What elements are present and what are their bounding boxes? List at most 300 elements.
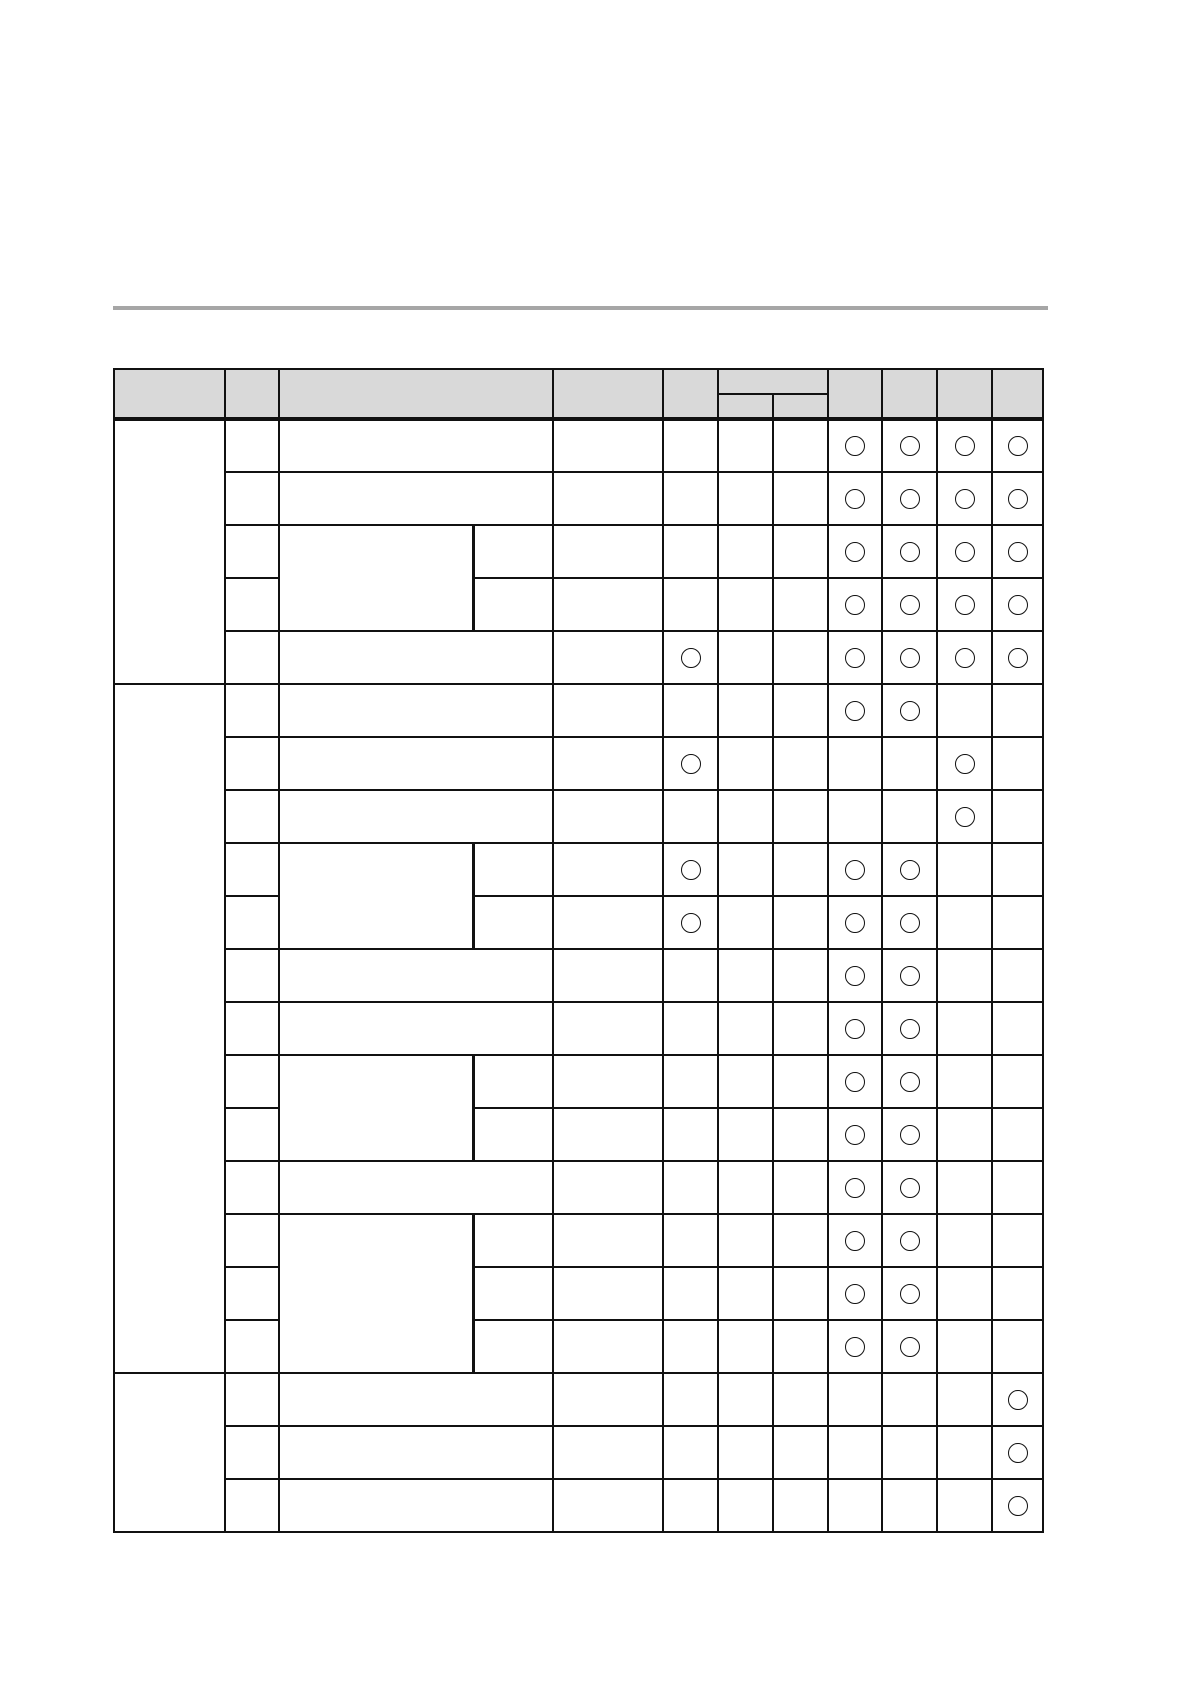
spec-cell	[553, 1055, 663, 1108]
col2b-cell	[773, 472, 828, 525]
circle-mark-icon	[1008, 489, 1028, 509]
col1-cell	[663, 1267, 718, 1320]
circle-mark-icon	[1008, 595, 1028, 615]
spec-cell	[553, 1002, 663, 1055]
sub-item-cell	[473, 578, 553, 631]
col6-cell	[992, 1108, 1043, 1161]
table-row	[114, 1320, 1043, 1373]
item-cell	[279, 1426, 553, 1479]
col2b-cell	[773, 949, 828, 1002]
col1-cell	[663, 525, 718, 578]
col3-cell	[828, 1108, 882, 1161]
col5-cell	[937, 684, 992, 737]
no-cell	[225, 1373, 279, 1426]
col2b-cell	[773, 525, 828, 578]
sub-item-cell	[473, 1108, 553, 1161]
circle-mark-icon	[900, 648, 920, 668]
circle-mark-icon	[900, 860, 920, 880]
col4-cell	[882, 631, 937, 684]
no-cell	[225, 631, 279, 684]
circle-mark-icon	[845, 1231, 865, 1251]
col4-cell	[882, 1320, 937, 1373]
item-cell	[279, 790, 553, 843]
item-cell	[279, 631, 553, 684]
table-row	[114, 1479, 1043, 1532]
circle-mark-icon	[1008, 1496, 1028, 1516]
col2b-cell	[773, 790, 828, 843]
col2a-cell	[718, 631, 773, 684]
col4-cell	[882, 472, 937, 525]
col1-cell	[663, 1002, 718, 1055]
spec-cell	[553, 949, 663, 1002]
header-col4	[882, 369, 937, 419]
col2a-cell	[718, 737, 773, 790]
header-col5	[937, 369, 992, 419]
table-row	[114, 1108, 1043, 1161]
header-col1	[663, 369, 718, 419]
col1-cell	[663, 1214, 718, 1267]
col4-cell	[882, 1161, 937, 1214]
col1-cell	[663, 684, 718, 737]
item-cell	[279, 1479, 553, 1532]
col2b-cell	[773, 1267, 828, 1320]
spec-cell	[553, 1479, 663, 1532]
table-row	[114, 1002, 1043, 1055]
circle-mark-icon	[955, 754, 975, 774]
col3-cell	[828, 737, 882, 790]
item-cell	[279, 1373, 553, 1426]
col2b-cell	[773, 631, 828, 684]
item-cell	[279, 843, 473, 949]
col3-cell	[828, 1426, 882, 1479]
col3-cell	[828, 684, 882, 737]
col3-cell	[828, 525, 882, 578]
col5-cell	[937, 1002, 992, 1055]
table-wrapper	[113, 368, 1044, 1533]
circle-mark-icon	[955, 648, 975, 668]
col5-cell	[937, 578, 992, 631]
spec-cell	[553, 1373, 663, 1426]
circle-mark-icon	[900, 1178, 920, 1198]
col2a-cell	[718, 578, 773, 631]
col4-cell	[882, 949, 937, 1002]
no-cell	[225, 1426, 279, 1479]
col1-cell	[663, 896, 718, 949]
col6-cell	[992, 1267, 1043, 1320]
item-cell	[279, 949, 553, 1002]
item-cell	[279, 419, 553, 472]
circle-mark-icon	[845, 1337, 865, 1357]
col6-cell	[992, 1320, 1043, 1373]
col3-cell	[828, 790, 882, 843]
col5-cell	[937, 1373, 992, 1426]
table-row	[114, 1161, 1043, 1214]
col4-cell	[882, 843, 937, 896]
col2b-cell	[773, 1426, 828, 1479]
col2a-cell	[718, 1426, 773, 1479]
circle-mark-icon	[900, 542, 920, 562]
col6-cell	[992, 1426, 1043, 1479]
circle-mark-icon	[900, 1019, 920, 1039]
circle-mark-icon	[900, 1231, 920, 1251]
circle-mark-icon	[1008, 436, 1028, 456]
col3-cell	[828, 1002, 882, 1055]
col2a-cell	[718, 1002, 773, 1055]
item-cell	[279, 472, 553, 525]
table-row	[114, 949, 1043, 1002]
circle-mark-icon	[900, 595, 920, 615]
col5-cell	[937, 525, 992, 578]
col6-cell	[992, 1055, 1043, 1108]
col2a-cell	[718, 896, 773, 949]
col1-cell	[663, 1161, 718, 1214]
col2b-cell	[773, 1055, 828, 1108]
circle-mark-icon	[900, 701, 920, 721]
col4-cell	[882, 790, 937, 843]
col1-cell	[663, 737, 718, 790]
col5-cell	[937, 843, 992, 896]
col2a-cell	[718, 1161, 773, 1214]
table-row	[114, 419, 1043, 472]
col4-cell	[882, 896, 937, 949]
table-row	[114, 1267, 1043, 1320]
col2a-cell	[718, 472, 773, 525]
col2a-cell	[718, 1373, 773, 1426]
col2b-cell	[773, 1320, 828, 1373]
circle-mark-icon	[900, 436, 920, 456]
circle-mark-icon	[845, 966, 865, 986]
col1-cell	[663, 1479, 718, 1532]
circle-mark-icon	[845, 542, 865, 562]
col3-cell	[828, 1373, 882, 1426]
no-cell	[225, 1267, 279, 1320]
header-col3	[828, 369, 882, 419]
col4-cell	[882, 1479, 937, 1532]
spec-cell	[553, 737, 663, 790]
col6-cell	[992, 949, 1043, 1002]
col4-cell	[882, 578, 937, 631]
col4-cell	[882, 1373, 937, 1426]
header-item	[279, 369, 553, 419]
circle-mark-icon	[845, 860, 865, 880]
col4-cell	[882, 1108, 937, 1161]
table-row	[114, 1214, 1043, 1267]
circle-mark-icon	[1008, 1390, 1028, 1410]
col5-cell	[937, 790, 992, 843]
header-col2b	[773, 394, 828, 419]
col6-cell	[992, 896, 1043, 949]
circle-mark-icon	[955, 542, 975, 562]
no-cell	[225, 419, 279, 472]
item-cell	[279, 1214, 473, 1373]
no-cell	[225, 1108, 279, 1161]
col2a-cell	[718, 419, 773, 472]
circle-mark-icon	[955, 436, 975, 456]
header-col2a	[718, 394, 773, 419]
col2a-cell	[718, 1214, 773, 1267]
col5-cell	[937, 472, 992, 525]
table-row	[114, 790, 1043, 843]
spec-cell	[553, 1161, 663, 1214]
col2b-cell	[773, 1373, 828, 1426]
table-row	[114, 843, 1043, 896]
col2b-cell	[773, 1479, 828, 1532]
col1-cell	[663, 1320, 718, 1373]
col6-cell	[992, 578, 1043, 631]
col2a-cell	[718, 790, 773, 843]
col2b-cell	[773, 578, 828, 631]
sub-item-cell	[473, 896, 553, 949]
sub-item-cell	[473, 1214, 553, 1267]
col3-cell	[828, 1055, 882, 1108]
col2b-cell	[773, 419, 828, 472]
table-row	[114, 896, 1043, 949]
no-cell	[225, 1320, 279, 1373]
header-col2-group	[718, 369, 828, 394]
col1-cell	[663, 1055, 718, 1108]
circle-mark-icon	[900, 1072, 920, 1092]
circle-mark-icon	[1008, 1443, 1028, 1463]
col1-cell	[663, 1426, 718, 1479]
col2b-cell	[773, 1214, 828, 1267]
no-cell	[225, 1055, 279, 1108]
col3-cell	[828, 1320, 882, 1373]
col2a-cell	[718, 949, 773, 1002]
circle-mark-icon	[845, 489, 865, 509]
circle-mark-icon	[845, 701, 865, 721]
no-cell	[225, 896, 279, 949]
col6-cell	[992, 1161, 1043, 1214]
col2b-cell	[773, 843, 828, 896]
no-cell	[225, 684, 279, 737]
col3-cell	[828, 1214, 882, 1267]
spec-cell	[553, 1214, 663, 1267]
col1-cell	[663, 1373, 718, 1426]
circle-mark-icon	[955, 489, 975, 509]
col4-cell	[882, 419, 937, 472]
col6-cell	[992, 737, 1043, 790]
col6-cell	[992, 631, 1043, 684]
col6-cell	[992, 419, 1043, 472]
col6-cell	[992, 843, 1043, 896]
table-row	[114, 525, 1043, 578]
no-cell	[225, 1214, 279, 1267]
col4-cell	[882, 1426, 937, 1479]
circle-mark-icon	[1008, 542, 1028, 562]
circle-mark-icon	[845, 1019, 865, 1039]
top-rule	[113, 306, 1048, 310]
col1-cell	[663, 578, 718, 631]
table-row	[114, 631, 1043, 684]
table-row	[114, 1373, 1043, 1426]
col2b-cell	[773, 1108, 828, 1161]
col2b-cell	[773, 737, 828, 790]
spec-cell	[553, 684, 663, 737]
group-cell	[114, 419, 225, 684]
sub-item-cell	[473, 1267, 553, 1320]
table-body	[114, 419, 1043, 1532]
item-cell	[279, 684, 553, 737]
col3-cell	[828, 1161, 882, 1214]
col3-cell	[828, 578, 882, 631]
header-col6	[992, 369, 1043, 419]
circle-mark-icon	[845, 1178, 865, 1198]
col4-cell	[882, 1055, 937, 1108]
col2a-cell	[718, 1320, 773, 1373]
group-cell	[114, 1373, 225, 1532]
circle-mark-icon	[681, 648, 701, 668]
no-cell	[225, 737, 279, 790]
table-row	[114, 737, 1043, 790]
table-row	[114, 578, 1043, 631]
col3-cell	[828, 843, 882, 896]
table-row	[114, 1055, 1043, 1108]
col3-cell	[828, 1479, 882, 1532]
sub-item-cell	[473, 1055, 553, 1108]
col2b-cell	[773, 1002, 828, 1055]
circle-mark-icon	[900, 1284, 920, 1304]
col6-cell	[992, 1002, 1043, 1055]
header-group	[114, 369, 225, 419]
col3-cell	[828, 896, 882, 949]
col2b-cell	[773, 684, 828, 737]
table-row	[114, 684, 1043, 737]
circle-mark-icon	[900, 1125, 920, 1145]
col6-cell	[992, 684, 1043, 737]
no-cell	[225, 790, 279, 843]
col6-cell	[992, 1373, 1043, 1426]
col4-cell	[882, 1002, 937, 1055]
col6-cell	[992, 525, 1043, 578]
no-cell	[225, 843, 279, 896]
circle-mark-icon	[845, 648, 865, 668]
col1-cell	[663, 843, 718, 896]
item-cell	[279, 1002, 553, 1055]
table-row	[114, 472, 1043, 525]
col3-cell	[828, 1267, 882, 1320]
col2a-cell	[718, 1267, 773, 1320]
col4-cell	[882, 1267, 937, 1320]
no-cell	[225, 1002, 279, 1055]
col5-cell	[937, 1267, 992, 1320]
table-row	[114, 1426, 1043, 1479]
col4-cell	[882, 1214, 937, 1267]
circle-mark-icon	[681, 860, 701, 880]
sub-item-cell	[473, 525, 553, 578]
col4-cell	[882, 684, 937, 737]
col5-cell	[937, 1479, 992, 1532]
col5-cell	[937, 419, 992, 472]
circle-mark-icon	[845, 1125, 865, 1145]
spec-cell	[553, 1108, 663, 1161]
sub-item-cell	[473, 1320, 553, 1373]
col2a-cell	[718, 525, 773, 578]
col5-cell	[937, 1161, 992, 1214]
matrix-table	[113, 368, 1044, 1533]
sub-item-cell	[473, 843, 553, 896]
spec-cell	[553, 472, 663, 525]
col6-cell	[992, 472, 1043, 525]
col2a-cell	[718, 684, 773, 737]
spec-cell	[553, 631, 663, 684]
col5-cell	[937, 896, 992, 949]
spec-cell	[553, 790, 663, 843]
col2a-cell	[718, 1055, 773, 1108]
col3-cell	[828, 419, 882, 472]
col2a-cell	[718, 1479, 773, 1532]
col1-cell	[663, 1108, 718, 1161]
col6-cell	[992, 1214, 1043, 1267]
group-cell	[114, 684, 225, 1373]
no-cell	[225, 525, 279, 578]
circle-mark-icon	[681, 913, 701, 933]
spec-cell	[553, 578, 663, 631]
col5-cell	[937, 949, 992, 1002]
circle-mark-icon	[900, 489, 920, 509]
col1-cell	[663, 790, 718, 843]
spec-cell	[553, 843, 663, 896]
circle-mark-icon	[845, 1284, 865, 1304]
circle-mark-icon	[1008, 648, 1028, 668]
circle-mark-icon	[845, 436, 865, 456]
header-no	[225, 369, 279, 419]
circle-mark-icon	[845, 1072, 865, 1092]
col3-cell	[828, 631, 882, 684]
circle-mark-icon	[955, 595, 975, 615]
col5-cell	[937, 1055, 992, 1108]
circle-mark-icon	[845, 595, 865, 615]
col2a-cell	[718, 1108, 773, 1161]
col2b-cell	[773, 896, 828, 949]
col3-cell	[828, 949, 882, 1002]
header-spec	[553, 369, 663, 419]
circle-mark-icon	[681, 754, 701, 774]
item-cell	[279, 1055, 473, 1161]
circle-mark-icon	[845, 913, 865, 933]
col2a-cell	[718, 843, 773, 896]
no-cell	[225, 1161, 279, 1214]
col3-cell	[828, 472, 882, 525]
col6-cell	[992, 1479, 1043, 1532]
table-header	[114, 369, 1043, 419]
col4-cell	[882, 737, 937, 790]
col1-cell	[663, 631, 718, 684]
col5-cell	[937, 631, 992, 684]
col5-cell	[937, 1108, 992, 1161]
col2b-cell	[773, 1161, 828, 1214]
circle-mark-icon	[900, 1337, 920, 1357]
item-cell	[279, 1161, 553, 1214]
col5-cell	[937, 1214, 992, 1267]
col5-cell	[937, 737, 992, 790]
circle-mark-icon	[900, 913, 920, 933]
spec-cell	[553, 1267, 663, 1320]
col1-cell	[663, 419, 718, 472]
col4-cell	[882, 525, 937, 578]
no-cell	[225, 1479, 279, 1532]
item-cell	[279, 737, 553, 790]
no-cell	[225, 472, 279, 525]
circle-mark-icon	[900, 966, 920, 986]
spec-cell	[553, 896, 663, 949]
spec-cell	[553, 1426, 663, 1479]
col1-cell	[663, 949, 718, 1002]
item-cell	[279, 525, 473, 631]
spec-cell	[553, 1320, 663, 1373]
col5-cell	[937, 1426, 992, 1479]
no-cell	[225, 578, 279, 631]
circle-mark-icon	[955, 807, 975, 827]
